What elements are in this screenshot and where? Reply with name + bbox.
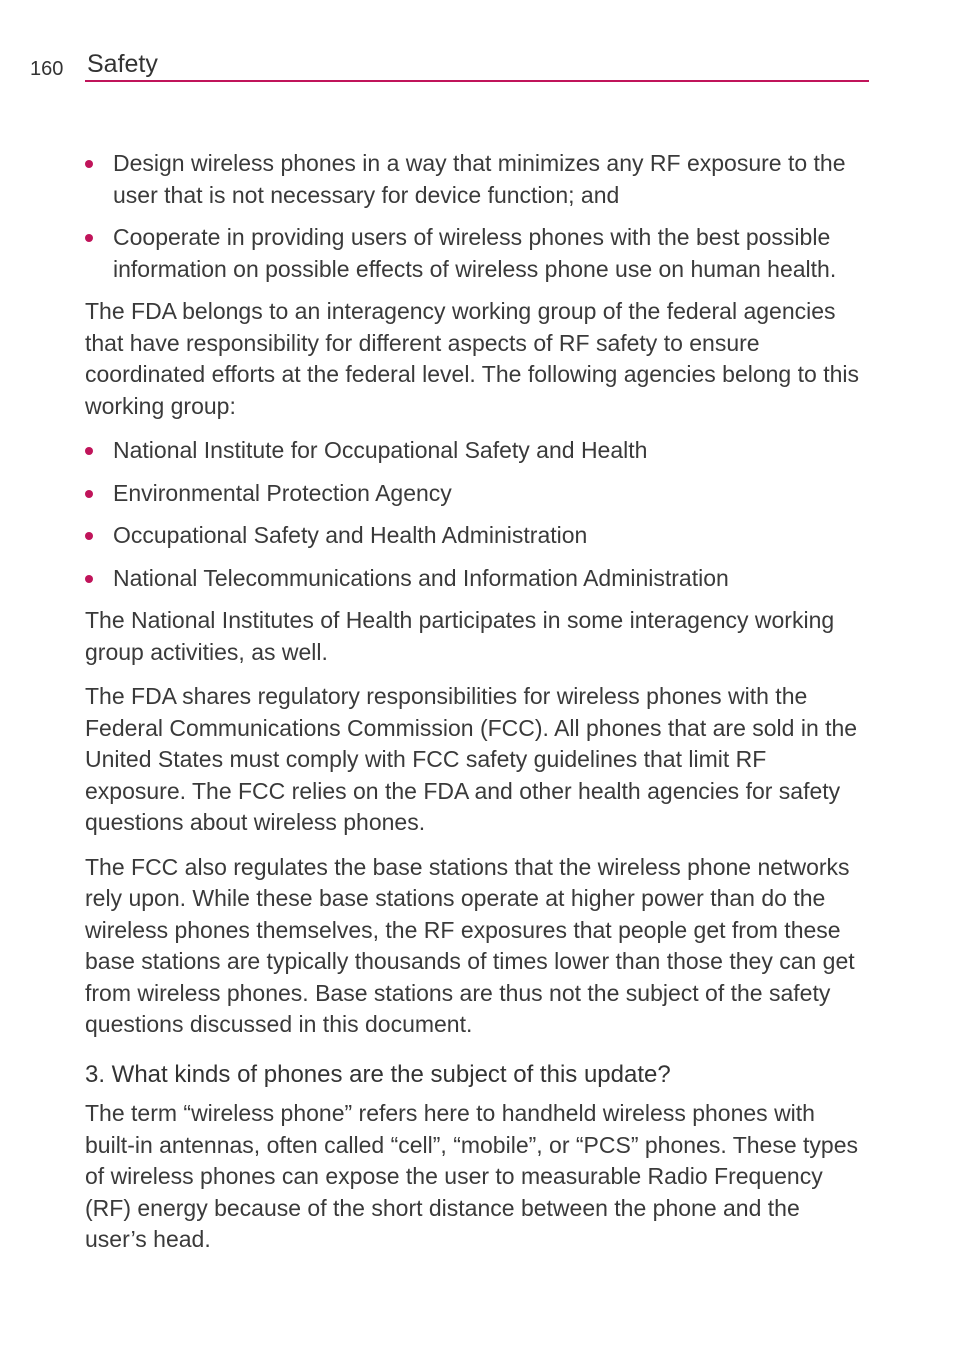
section-title: Safety	[87, 50, 158, 78]
page-header	[0, 0, 954, 90]
list-item	[85, 563, 867, 595]
list-item	[85, 478, 867, 510]
question-heading: 3. What kinds of phones are the subject of this update?	[85, 1060, 671, 1088]
bullet-icon	[85, 234, 93, 242]
list-item-text: National Telecommunications and Information Administration	[113, 564, 729, 591]
list-item-text: Environmental Protection Agency	[113, 479, 452, 506]
list-item	[85, 435, 867, 467]
header-rule	[85, 80, 869, 82]
list-item	[85, 222, 867, 285]
bullet-icon	[85, 160, 93, 168]
list-item-text: Occupational Safety and Health Administration	[113, 522, 588, 548]
bullet-icon	[85, 575, 93, 583]
requirements-list	[85, 148, 867, 285]
list-item	[85, 520, 867, 552]
paragraph-base-stations: The FCC also regulates the base stations that the wireless phone networks rely upon. While these base stations operate at higher power than do the wireless phones themselves, the RF exposures that people get from these base stations are typically thousands of times lower than those they can get from wireless phones. Base stations are thus not the subject of the safety questions discussed in this document.	[85, 853, 855, 1037]
paragraph-wireless-phone-definition: The term “wireless phone” refers here to handheld wireless phones with built-in antennas, often called “cell”, “mobile”, or “PCS” phones. These types of wireless phones can expose the user to measurable Radio Frequency (RF) energy because of the short distance between the phone and the user’s head.	[85, 1100, 859, 1252]
list-item	[85, 148, 867, 211]
paragraph-nih: The National Institutes of Health participates in some interagency working group activities, as well.	[85, 607, 835, 665]
list-item-text: National Institute for Occupational Safety and Health	[113, 437, 648, 463]
list-item-text: Design wireless phones in a way that minimizes any RF exposure to the user that is not necessary for device function; and	[113, 150, 846, 208]
bullet-icon	[85, 447, 93, 455]
agency-list	[85, 435, 867, 594]
page-number: 160	[30, 58, 64, 80]
paragraph-fcc-responsibilities: The FDA shares regulatory responsibilities for wireless phones with the Federal Communications Commission (FCC). All phones that are sold in the United States must comply with FCC safety guidelines that limit RF exposure. The FCC relies on the FDA and other health agencies for safety questions about wireless phones.	[85, 683, 858, 835]
bullet-icon	[85, 532, 93, 540]
bullet-icon	[85, 490, 93, 498]
list-item-text: Cooperate in providing users of wireless phones with the best possible information on possible effects of wireless phone use on human health.	[113, 224, 837, 282]
paragraph-working-group: The FDA belongs to an interagency working group of the federal agencies that have responsibility for different aspects of RF safety to ensure coordinated efforts at the federal level. The following agencies belong to this working group:	[85, 298, 859, 419]
page-content	[85, 148, 867, 1269]
